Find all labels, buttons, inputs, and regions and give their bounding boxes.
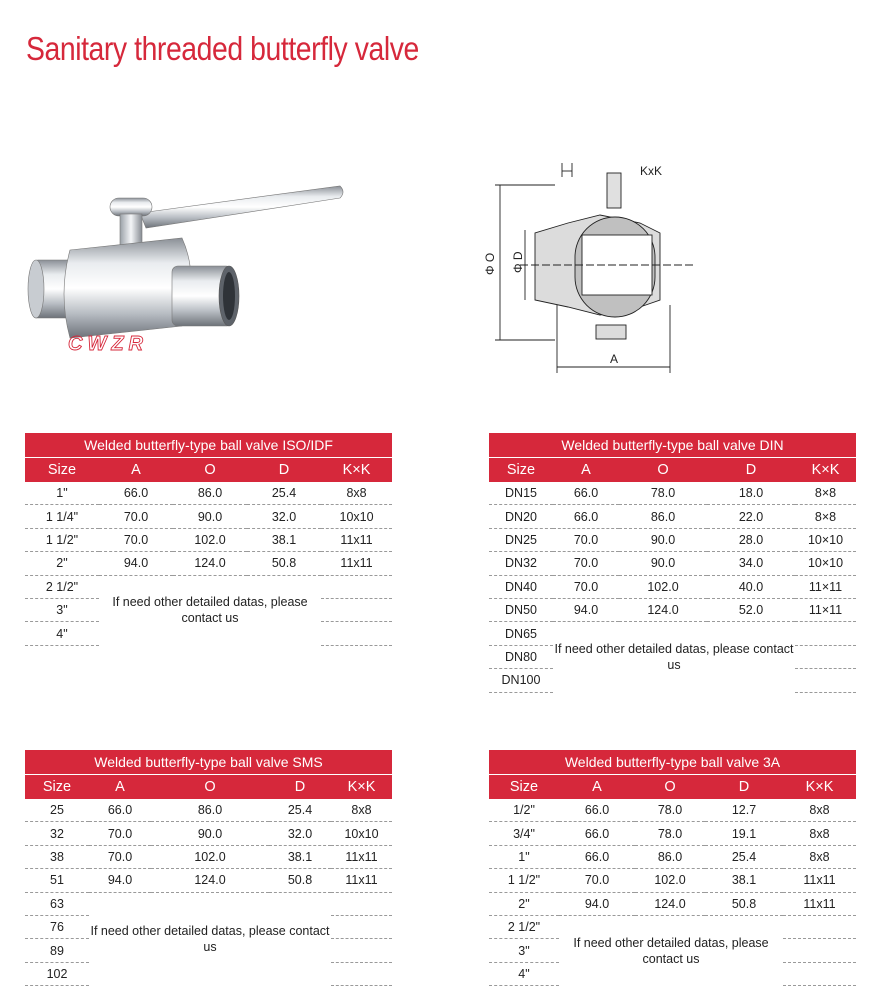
table-cell: 94.0 — [89, 869, 151, 892]
table-cell: DN15 — [489, 482, 553, 505]
table-cell: 102.0 — [151, 845, 269, 868]
table-cell: 2 1/2" — [25, 575, 99, 598]
table-row — [489, 528, 856, 551]
table-cell: 8×8 — [795, 482, 856, 505]
table-cell: 11x11 — [783, 869, 856, 892]
table-cell: 1" — [25, 482, 99, 505]
table-cell: 50.8 — [269, 869, 331, 892]
label-a: A — [610, 352, 619, 366]
page-title: Sanitary threaded butterfly valve — [26, 30, 419, 67]
table-cell: 78.0 — [635, 822, 705, 845]
table-row — [489, 598, 856, 621]
table-cell: 32.0 — [269, 822, 331, 845]
table-cell: 11×11 — [795, 575, 856, 598]
column-header: D — [705, 775, 783, 800]
contact-note: If need other detailed datas, please contact us — [554, 642, 794, 673]
table-row — [489, 845, 856, 868]
table-cell: 10×10 — [795, 528, 856, 551]
valve-technical-drawing — [480, 155, 700, 380]
table-row — [489, 505, 856, 528]
iso-idf-spec-table — [25, 433, 392, 646]
table-cell: 10x10 — [331, 822, 392, 845]
table-cell: 38 — [25, 845, 89, 868]
table-cell: 1/2" — [489, 799, 559, 822]
table-cell: 2 1/2" — [489, 915, 559, 938]
table-cell: 40.0 — [707, 575, 795, 598]
table-cell — [321, 575, 392, 598]
table-cell: 11x11 — [783, 892, 856, 915]
column-header: O — [151, 775, 269, 800]
table-cell: 22.0 — [707, 505, 795, 528]
table-cell: 70.0 — [89, 822, 151, 845]
table-cell: DN65 — [489, 622, 553, 645]
table-cell: 70.0 — [553, 528, 619, 551]
table-cell: 90.0 — [619, 528, 707, 551]
table-cell: 86.0 — [619, 505, 707, 528]
table-cell: 38.1 — [247, 528, 321, 551]
table-row — [25, 869, 392, 892]
table-cell: 3" — [25, 598, 99, 621]
table-cell: 102.0 — [173, 528, 247, 551]
table-row — [25, 845, 392, 868]
table-cell — [331, 962, 392, 985]
table-cell: 102 — [25, 962, 89, 985]
table-cell: 70.0 — [553, 575, 619, 598]
table-cell: 12.7 — [705, 799, 783, 822]
column-header: K×K — [783, 775, 856, 800]
table-row — [25, 528, 392, 551]
din-spec-table — [489, 433, 856, 693]
table-row — [489, 869, 856, 892]
table-cell: 70.0 — [99, 528, 173, 551]
column-header: K×K — [321, 458, 392, 483]
table-cell: 11x11 — [331, 845, 392, 868]
table-row — [489, 892, 856, 915]
column-header: Size — [25, 775, 89, 800]
sms-spec-table — [25, 750, 392, 986]
table-cell — [331, 939, 392, 962]
table-cell: 66.0 — [559, 799, 635, 822]
table-cell — [321, 622, 392, 645]
table-cell: 8x8 — [331, 799, 392, 822]
table-cell: 70.0 — [559, 869, 635, 892]
table-row — [489, 822, 856, 845]
table-cell: 94.0 — [559, 892, 635, 915]
table-cell: DN100 — [489, 669, 553, 692]
table-cell: 11x11 — [321, 552, 392, 575]
valve-photo — [22, 178, 352, 368]
table-cell: 90.0 — [173, 505, 247, 528]
table-cell: DN40 — [489, 575, 553, 598]
table-cell: 50.8 — [705, 892, 783, 915]
table-cell: DN80 — [489, 645, 553, 668]
table-cell: 32.0 — [247, 505, 321, 528]
table-cell: 124.0 — [635, 892, 705, 915]
table-cell: 50.8 — [247, 552, 321, 575]
table-cell: 11x11 — [321, 528, 392, 551]
table-cell: 70.0 — [99, 505, 173, 528]
column-header: O — [635, 775, 705, 800]
column-header: Size — [25, 458, 99, 483]
table-cell: 76 — [25, 915, 89, 938]
table-cell: 10x10 — [321, 505, 392, 528]
table-cell: 66.0 — [559, 845, 635, 868]
label-phi-o: Φ O — [483, 252, 497, 275]
column-header: Size — [489, 775, 559, 800]
table-cell: 70.0 — [89, 845, 151, 868]
table-cell: 4" — [25, 622, 99, 645]
table-cell: DN50 — [489, 598, 553, 621]
table-caption: Welded butterfly-type ball valve DIN — [489, 433, 856, 458]
contact-note: If need other detailed datas, please contact us — [112, 595, 308, 626]
table-cell: 124.0 — [173, 552, 247, 575]
table-cell: 78.0 — [619, 482, 707, 505]
table-cell — [795, 645, 856, 668]
column-header: O — [619, 458, 707, 483]
table-row — [489, 915, 856, 938]
table-cell: 1 1/2" — [25, 528, 99, 551]
column-header: D — [269, 775, 331, 800]
table-cell: 38.1 — [705, 869, 783, 892]
table-caption: Welded butterfly-type ball valve SMS — [25, 750, 392, 775]
table-cell: 66.0 — [99, 482, 173, 505]
table-cell: 8×8 — [795, 505, 856, 528]
table-cell: 66.0 — [553, 482, 619, 505]
table-cell: 38.1 — [269, 845, 331, 868]
column-header: Size — [489, 458, 553, 483]
column-header: A — [89, 775, 151, 800]
column-header: D — [707, 458, 795, 483]
table-cell: 66.0 — [553, 505, 619, 528]
table-cell: 102.0 — [619, 575, 707, 598]
table-cell — [783, 962, 856, 985]
table-cell — [795, 669, 856, 692]
table-row — [489, 552, 856, 575]
table-row — [489, 482, 856, 505]
table-row — [25, 822, 392, 845]
table-cell: DN32 — [489, 552, 553, 575]
table-row — [25, 482, 392, 505]
table-cell: 2" — [489, 892, 559, 915]
table-cell: 34.0 — [707, 552, 795, 575]
contact-note: If need other detailed datas, please contact us — [573, 935, 769, 966]
table-cell: 2" — [25, 552, 99, 575]
table-cell: 90.0 — [151, 822, 269, 845]
label-kxk: KxK — [640, 164, 663, 178]
table-cell — [783, 915, 856, 938]
table-cell: DN25 — [489, 528, 553, 551]
contact-note: If need other detailed datas, please contact us — [90, 924, 330, 955]
table-row — [489, 799, 856, 822]
table-cell: 4" — [489, 962, 559, 985]
table-cell: 66.0 — [89, 799, 151, 822]
table-cell: 3/4" — [489, 822, 559, 845]
table-cell: 52.0 — [707, 598, 795, 621]
table-cell — [795, 622, 856, 645]
table-cell: DN20 — [489, 505, 553, 528]
table-cell: 8x8 — [783, 799, 856, 822]
column-header: A — [553, 458, 619, 483]
table-cell — [331, 915, 392, 938]
table-cell: 11×11 — [795, 598, 856, 621]
table-caption: Welded butterfly-type ball valve ISO/IDF — [25, 433, 392, 458]
table-cell: 1 1/4" — [25, 505, 99, 528]
table-cell: 25 — [25, 799, 89, 822]
table-cell — [783, 939, 856, 962]
table-cell: 66.0 — [559, 822, 635, 845]
table-cell: 70.0 — [553, 552, 619, 575]
table-row — [25, 799, 392, 822]
table-row — [25, 552, 392, 575]
table-cell: 25.4 — [269, 799, 331, 822]
table-cell: 90.0 — [619, 552, 707, 575]
table-cell: 32 — [25, 822, 89, 845]
table-cell: 25.4 — [247, 482, 321, 505]
table-cell: 102.0 — [635, 869, 705, 892]
column-header: A — [559, 775, 635, 800]
table-cell: 86.0 — [151, 799, 269, 822]
table-row — [25, 505, 392, 528]
table-cell: 8x8 — [321, 482, 392, 505]
table-cell — [321, 598, 392, 621]
table-cell: 63 — [25, 892, 89, 915]
table-cell: 94.0 — [99, 552, 173, 575]
column-header: O — [173, 458, 247, 483]
table-cell: 78.0 — [635, 799, 705, 822]
table-cell: 8x8 — [783, 845, 856, 868]
table-cell: 124.0 — [151, 869, 269, 892]
table-cell: 89 — [25, 939, 89, 962]
table-cell: 10×10 — [795, 552, 856, 575]
table-row — [489, 575, 856, 598]
table-cell: 25.4 — [705, 845, 783, 868]
column-header: K×K — [795, 458, 856, 483]
column-header: A — [99, 458, 173, 483]
table-cell: 8x8 — [783, 822, 856, 845]
cwzr-watermark: CWZR — [68, 333, 148, 355]
table-cell: 19.1 — [705, 822, 783, 845]
table-cell: 124.0 — [619, 598, 707, 621]
table-cell: 1" — [489, 845, 559, 868]
column-header: K×K — [331, 775, 392, 800]
table-cell: 86.0 — [173, 482, 247, 505]
label-phi-d: Φ D — [511, 251, 525, 273]
table-row — [25, 575, 392, 598]
table-row — [25, 892, 392, 915]
table-row — [489, 622, 856, 645]
table-cell: 94.0 — [553, 598, 619, 621]
table-cell — [331, 892, 392, 915]
table-caption: Welded butterfly-type ball valve 3A — [489, 750, 856, 775]
3a-spec-table — [489, 750, 856, 986]
table-cell: 86.0 — [635, 845, 705, 868]
table-cell: 1 1/2" — [489, 869, 559, 892]
table-cell: 11x11 — [331, 869, 392, 892]
table-cell: 28.0 — [707, 528, 795, 551]
column-header: D — [247, 458, 321, 483]
table-cell: 51 — [25, 869, 89, 892]
table-cell: 18.0 — [707, 482, 795, 505]
table-cell: 3" — [489, 939, 559, 962]
